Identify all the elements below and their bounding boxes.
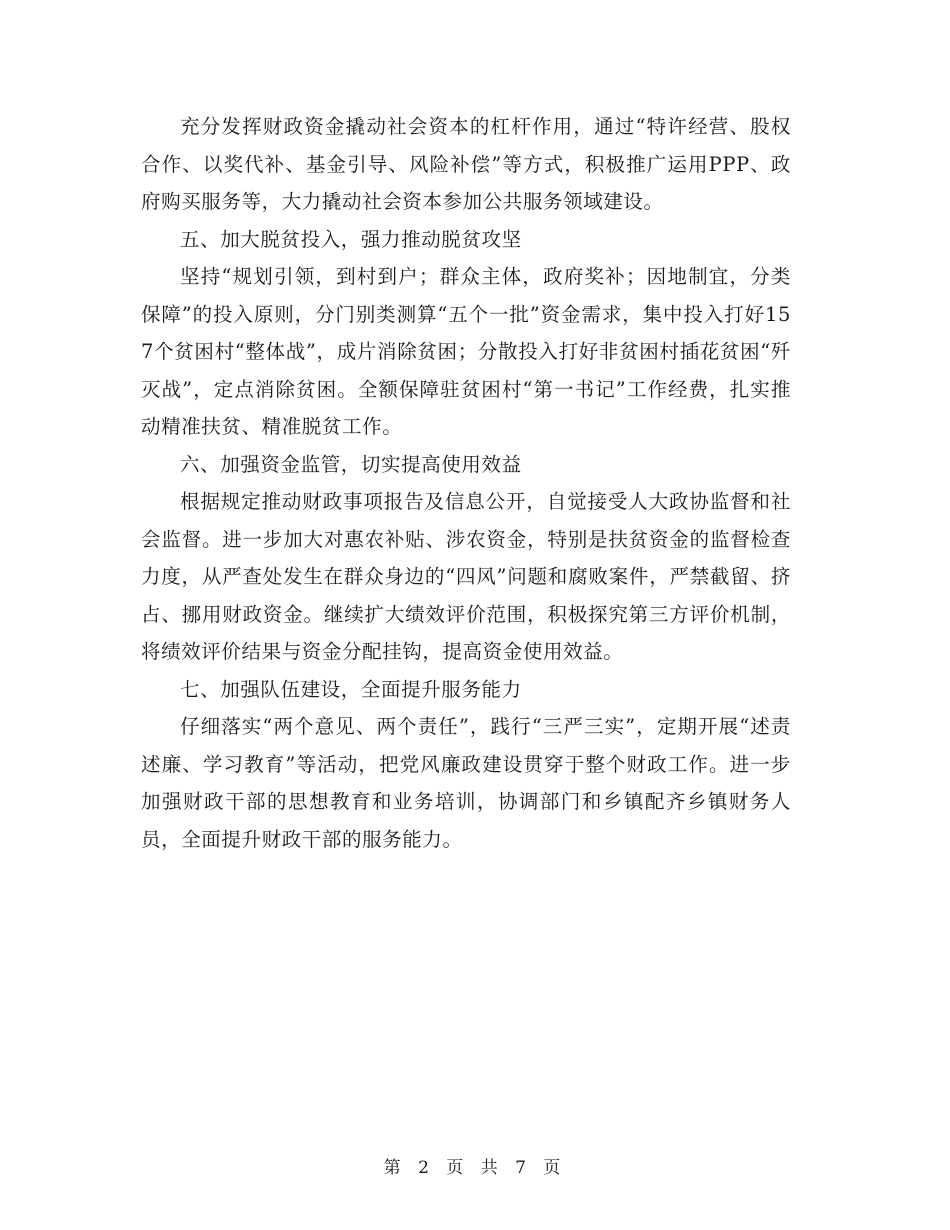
section-heading-5: 五、加大脱贫投入，强力推动脱贫攻坚 xyxy=(180,227,522,251)
paragraph-leverage-social-capital: 充分发挥财政资金撬动社会资本的杠杆作用，通过“特许经营、股权合作、以奖代补、基金引导、风险补偿”等方式，积极推广运用PPP、政府购买服务等，大力撬动社会资本参加公共服务领域建设。 xyxy=(141,115,791,213)
section-heading-7: 七、加强队伍建设，全面提升服务能力 xyxy=(180,677,522,701)
document-body xyxy=(141,108,791,858)
paragraph-fund-supervision: 根据规定推动财政事项报告及信息公开，自觉接受人大政协监督和社会监督。进一步加大对惠农补贴、涉农资金，特别是扶贫资金的监督检查力度，从严查处发生在群众身边的“四风”问题和腐败案件，严禁截留、挤占、挪用财政资金。继续扩大绩效评价范围，积极探究第三方评价机制，将绩效评价结果与资金分配挂钩，提高资金使用效益。 xyxy=(141,490,791,663)
section-heading-6: 六、加强资金监管，切实提高使用效益 xyxy=(180,452,522,476)
paragraph-poverty-investment: 坚持“规划引领，到村到户；群众主体，政府奖补；因地制宜，分类保障”的投入原则，分门别类测算“五个一批”资金需求，集中投入打好157个贫困村“整体战”，成片消除贫困；分散投入打好非贫困村插花贫困“歼灭战”，定点消除贫困。全额保障驻贫困村“第一书记”工作经费，扎实推动精准扶贫、精准脱贫工作。 xyxy=(141,265,791,438)
page-number-footer: 第 2 页 共 7 页 xyxy=(383,1158,567,1178)
paragraph-team-building: 仔细落实“两个意见、两个责任”，践行“三严三实”，定期开展“述责述廉、学习教育”等活动，把党风廉政建设贯穿于整个财政工作。进一步加强财政干部的思想教育和业务培训，协调部门和乡镇配齐乡镇财务人员，全面提升财政干部的服务能力。 xyxy=(141,715,791,851)
